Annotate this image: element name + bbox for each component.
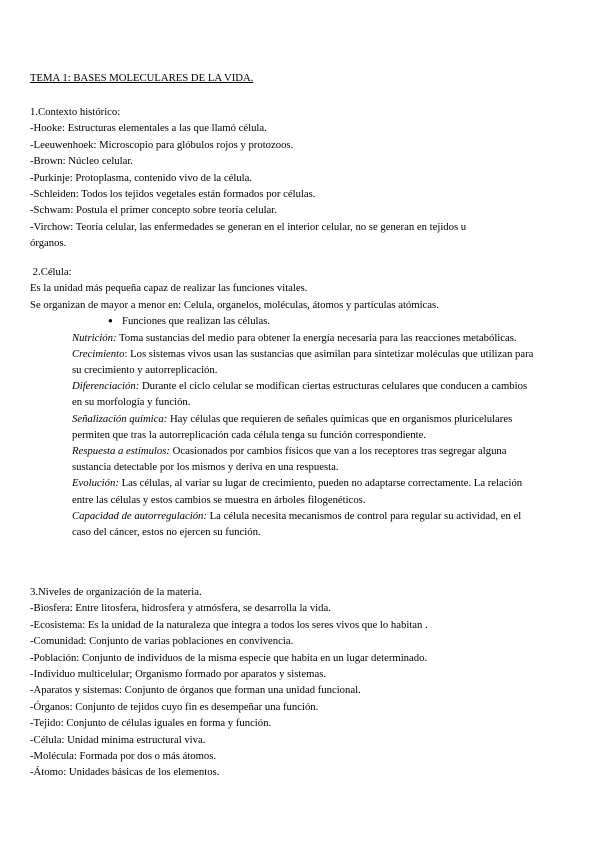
cell-definition: Es la unidad más pequeña capaz de realizar las funciones vitales. — [30, 282, 308, 295]
history-line: órganos. — [30, 237, 67, 250]
function-term: Evolución: — [72, 477, 119, 490]
history-line: -Brown: Núcleo celular. — [30, 155, 133, 168]
function-text: Las células, al variar su lugar de crecimiento, pueden no adaptarse correctamente. La relación entre las células y estos cambios se muestra en árboles filogenéticos. — [72, 477, 523, 506]
section-heading: 2.Célula: — [30, 266, 72, 278]
level-line: -Célula: Unidad mínima estructural viva. — [30, 733, 206, 746]
function-term: Crecimiento — [72, 347, 125, 360]
function-term: Diferenciación: — [72, 380, 140, 393]
history-line: -Schwam: Postula el primer concepto sobre teoría celular. — [30, 204, 277, 217]
bullet-dot-icon: ● — [108, 316, 113, 326]
history-line: -Leeuwenhoek: Microscopio para glóbulos rojos y protozoos. — [30, 138, 294, 151]
history-line: -Hooke: Estructuras elementales a las que llamó célula. — [30, 122, 267, 135]
history-line: -Purkinje: Protoplasma, contenido vivo de la célula. — [30, 171, 253, 184]
function-term: Señalización química: — [72, 412, 168, 425]
function-item-stimulus-response — [72, 443, 537, 475]
function-term: Capacidad de autorregulación: — [72, 509, 207, 522]
document-title: TEMA 1: BASES MOLECULARES DE LA VIDA. — [30, 72, 254, 84]
function-text: La célula necesita mecanismos de control para regular su actividad, en el caso del cáncer, estos no ejercen su función. — [72, 509, 522, 538]
function-text: Hay células que requieren de señales químicas que en organismos pluricelulares permiten que tras la autorreplicación cada célula tenga su función correspondiente. — [72, 412, 513, 441]
level-line: -Tejido: Conjunto de células iguales en forma y función. — [30, 717, 272, 730]
level-line: -Molécula: Formada por dos o más átomos. — [30, 749, 217, 762]
function-item-chemical-signaling — [72, 411, 537, 443]
section-heading: 3.Niveles de organización de la materia. — [30, 586, 202, 598]
bullet-text: Funciones que realizan las células. — [122, 315, 271, 328]
function-item-self-regulation — [72, 508, 537, 540]
section-cell — [30, 264, 575, 540]
function-term: Nutrición: — [72, 331, 117, 344]
function-text: Durante el ciclo celular se modifican ciertas estructuras celulares que conducen a cambios en su morfología y función. — [72, 380, 528, 409]
function-term: Respuesta a estímulos: — [72, 444, 170, 457]
section-historical-context — [30, 104, 575, 252]
function-text: Toma sustancias del medio para obtener la energía necesaria para las reacciones metabólicas. — [116, 331, 517, 344]
level-line: -Aparatos y sistemas: Conjunto de órganos que forman una unidad funcional. — [30, 684, 361, 697]
level-line: -Individuo multicelular; Organismo formado por aparatos y sistemas. — [30, 667, 327, 680]
function-text: : Los sistemas vivos usan las sustancias que asimilan para sintetizar moléculas que utilizan para su crecimiento y autorreplicación. — [72, 347, 534, 376]
level-line: -Comunidad: Conjunto de varias poblaciones en convivencia. — [30, 635, 294, 648]
section-organization-levels — [30, 584, 575, 781]
function-item-growth — [72, 346, 537, 378]
bullet-item — [30, 313, 575, 329]
function-item-evolution — [72, 475, 537, 507]
level-line: -Población: Conjunto de individuos de la misma especie que habita en un lugar determinado. — [30, 651, 428, 664]
level-line: -Biosfera: Entre litosfera, hidrosfera y atmósfera, se desarrolla la vida. — [30, 602, 331, 615]
history-line: -Schleiden: Todos los tejidos vegetales están formados por células. — [30, 187, 316, 200]
cell-organization: Se organizan de mayor a menor en: Celula, organelos, moléculas, átomos y partículas atómicas. — [30, 298, 439, 311]
history-line: -Virchow: Teoría celular, las enfermedades se generan en el interior celular, no se generan en tejidos u — [30, 220, 467, 233]
function-text: Ocasionados por cambios físicos que van a los receptores tras segregar alguna sustancia detectable por los mismos y deriva en una respuesta. — [72, 444, 507, 474]
function-item-differentiation — [72, 378, 537, 410]
section-heading: 1.Contexto histórico: — [30, 106, 121, 118]
function-item-nutrition — [72, 330, 537, 346]
level-line: -Ecosistema: Es la unidad de la naturaleza que integra a todos los seres vivos que lo habitan . — [30, 618, 428, 631]
level-line: -Órganos: Conjunto de tejidos cuyo fin es desempeñar una función. — [30, 700, 319, 713]
level-line: -Átomo: Unidades básicas de los elementos. — [30, 766, 220, 779]
functions-list — [72, 330, 537, 541]
